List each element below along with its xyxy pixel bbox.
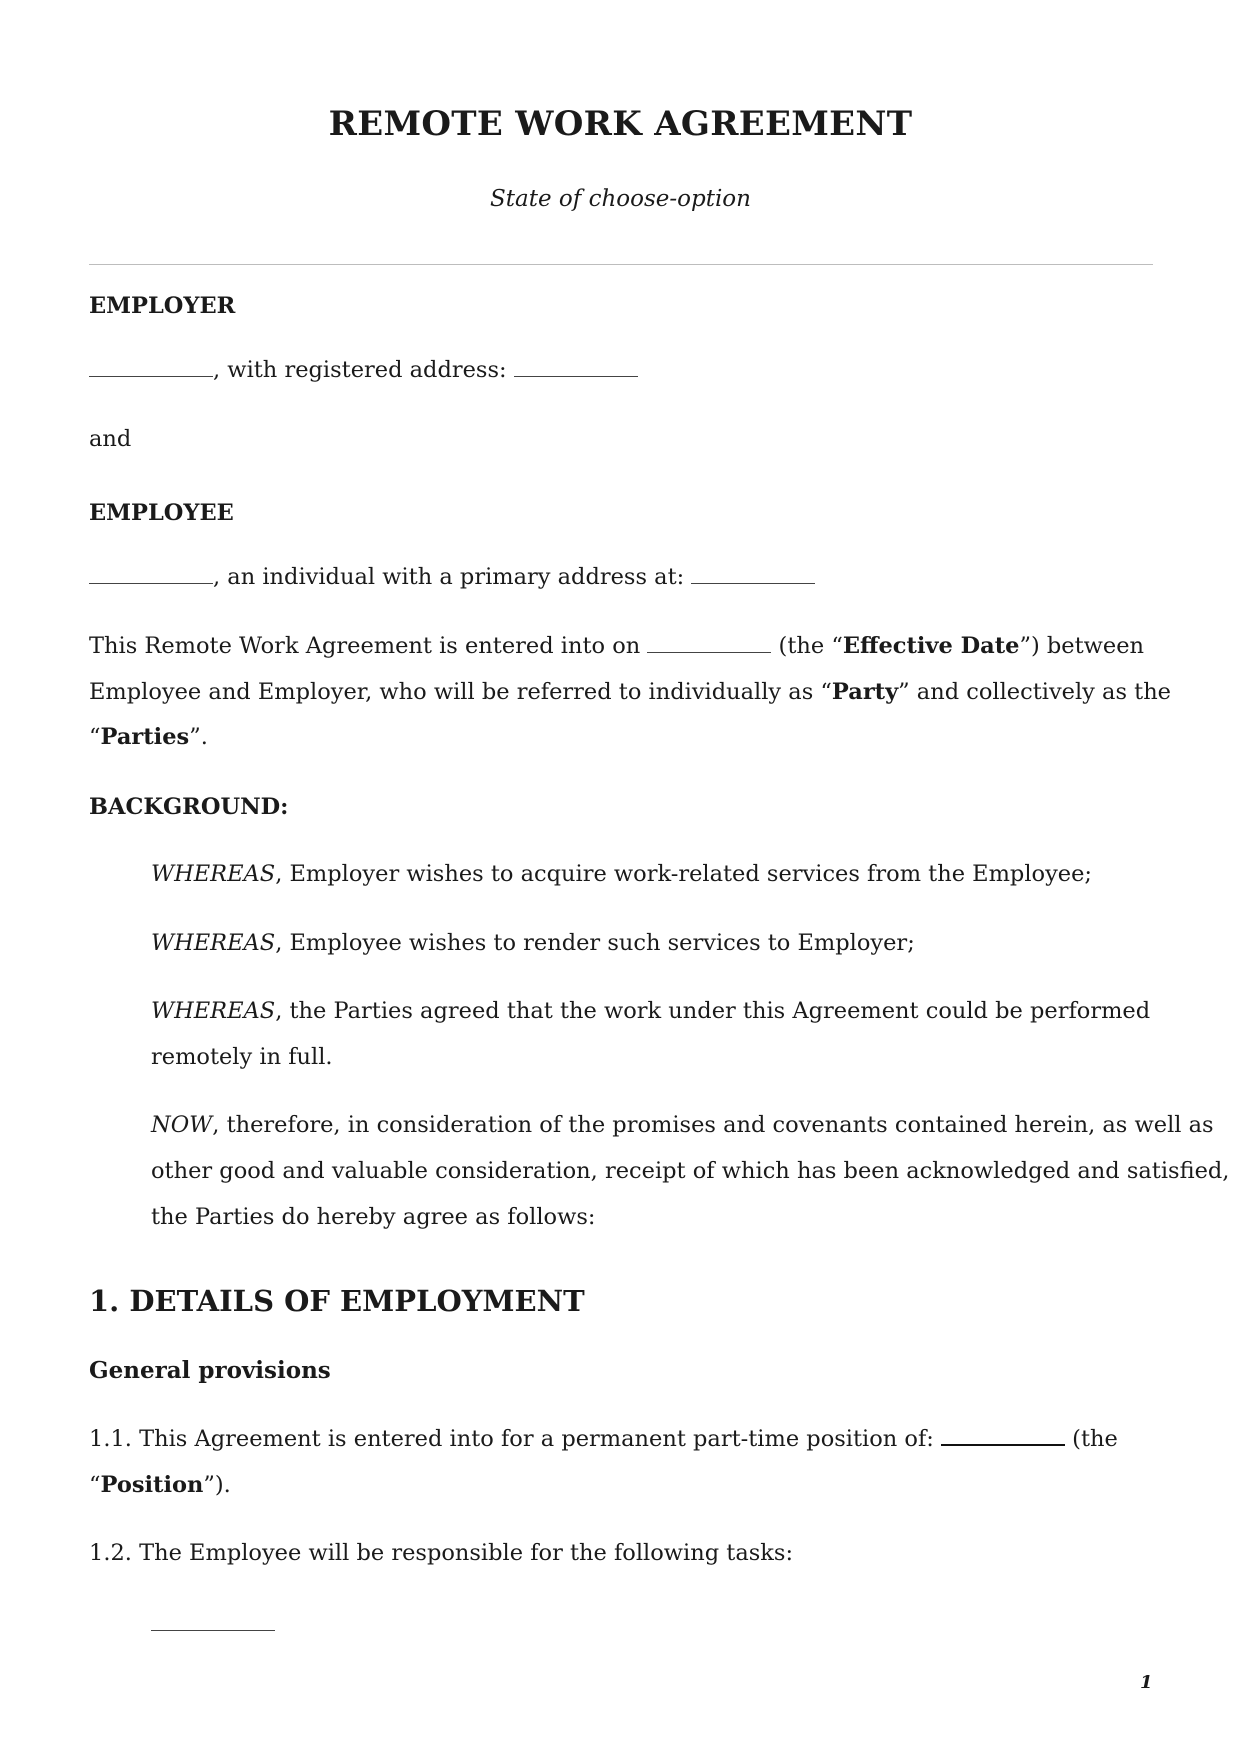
whereas-3-line-2: remotely in full.: [151, 1044, 333, 1070]
whereas-2: [151, 929, 915, 957]
now-text: , therefore, in consideration of the promises and covenants contained herein, as well as: [212, 1112, 1214, 1138]
clause-1-1-line-2: [89, 1471, 231, 1499]
general-provisions-heading: General provisions: [89, 1357, 331, 1384]
intro-text: (the “: [771, 633, 843, 659]
header-divider: [89, 264, 1153, 265]
employer-line: [89, 356, 638, 384]
whereas-3-line-1: [151, 997, 1150, 1025]
intro-text: Employee and Employer, who will be referred to individually as “: [89, 679, 832, 705]
now-line-2: other good and valuable consideration, receipt of which has been acknowledged and satisfied,: [151, 1158, 1230, 1184]
intro-line-3: [89, 723, 208, 751]
parties-term: Parties: [100, 724, 190, 750]
whereas-text: , Employee wishes to render such services to Employer;: [275, 930, 915, 956]
whereas-keyword: WHEREAS: [151, 930, 276, 956]
whereas-text: , the Parties agreed that the work under this Agreement could be performed: [275, 998, 1151, 1024]
employer-address-blank[interactable]: [514, 358, 638, 377]
tasks-line: [151, 1610, 275, 1638]
employee-heading: EMPLOYEE: [89, 500, 234, 526]
employee-line: [89, 563, 815, 591]
employee-name-blank[interactable]: [89, 565, 213, 584]
now-keyword: NOW: [151, 1112, 213, 1138]
task-blank[interactable]: [151, 1612, 275, 1631]
clause-1-2: 1.2. The Employee will be responsible for the following tasks:: [89, 1540, 794, 1566]
document-title: REMOTE WORK AGREEMENT: [328, 104, 913, 144]
effective-date-blank[interactable]: [647, 634, 771, 653]
intro-text: “: [89, 724, 101, 750]
and-text: and: [89, 426, 132, 452]
intro-line-2: [89, 678, 1171, 706]
employee-address-blank[interactable]: [691, 565, 815, 584]
clause-text: (the: [1065, 1426, 1118, 1452]
now-line-1: [151, 1111, 1214, 1139]
clause-1-1-line-1: [89, 1425, 1118, 1453]
intro-text: ”) between: [1019, 633, 1145, 659]
position-term: Position: [100, 1472, 204, 1498]
employer-heading: EMPLOYER: [89, 293, 236, 319]
employer-line-text: , with registered address:: [213, 357, 514, 383]
effective-date-term: Effective Date: [842, 633, 1020, 659]
intro-line-1: [89, 632, 1144, 660]
whereas-1: [151, 860, 1092, 888]
position-blank[interactable]: [941, 1426, 1065, 1446]
whereas-keyword: WHEREAS: [151, 998, 276, 1024]
employee-line-text: , an individual with a primary address at:: [213, 564, 692, 590]
whereas-text: , Employer wishes to acquire work-related services from the Employee;: [275, 861, 1093, 887]
whereas-keyword: WHEREAS: [151, 861, 276, 887]
intro-text: This Remote Work Agreement is entered into on: [89, 633, 648, 659]
intro-text: ” and collectively as the: [898, 679, 1171, 705]
clause-text: “: [89, 1472, 101, 1498]
employer-name-blank[interactable]: [89, 358, 213, 377]
party-term: Party: [831, 679, 899, 705]
clause-text: ”).: [203, 1472, 231, 1498]
intro-text: ”.: [189, 724, 208, 750]
page-number: 1: [1140, 1672, 1153, 1693]
clause-text: 1.1. This Agreement is entered into for a permanent part-time position of:: [89, 1426, 942, 1452]
background-heading: BACKGROUND:: [89, 794, 289, 820]
document-subtitle: State of choose-option: [490, 186, 751, 212]
section-1-heading: 1. DETAILS OF EMPLOYMENT: [89, 1284, 585, 1318]
now-line-3: the Parties do hereby agree as follows:: [151, 1204, 596, 1230]
